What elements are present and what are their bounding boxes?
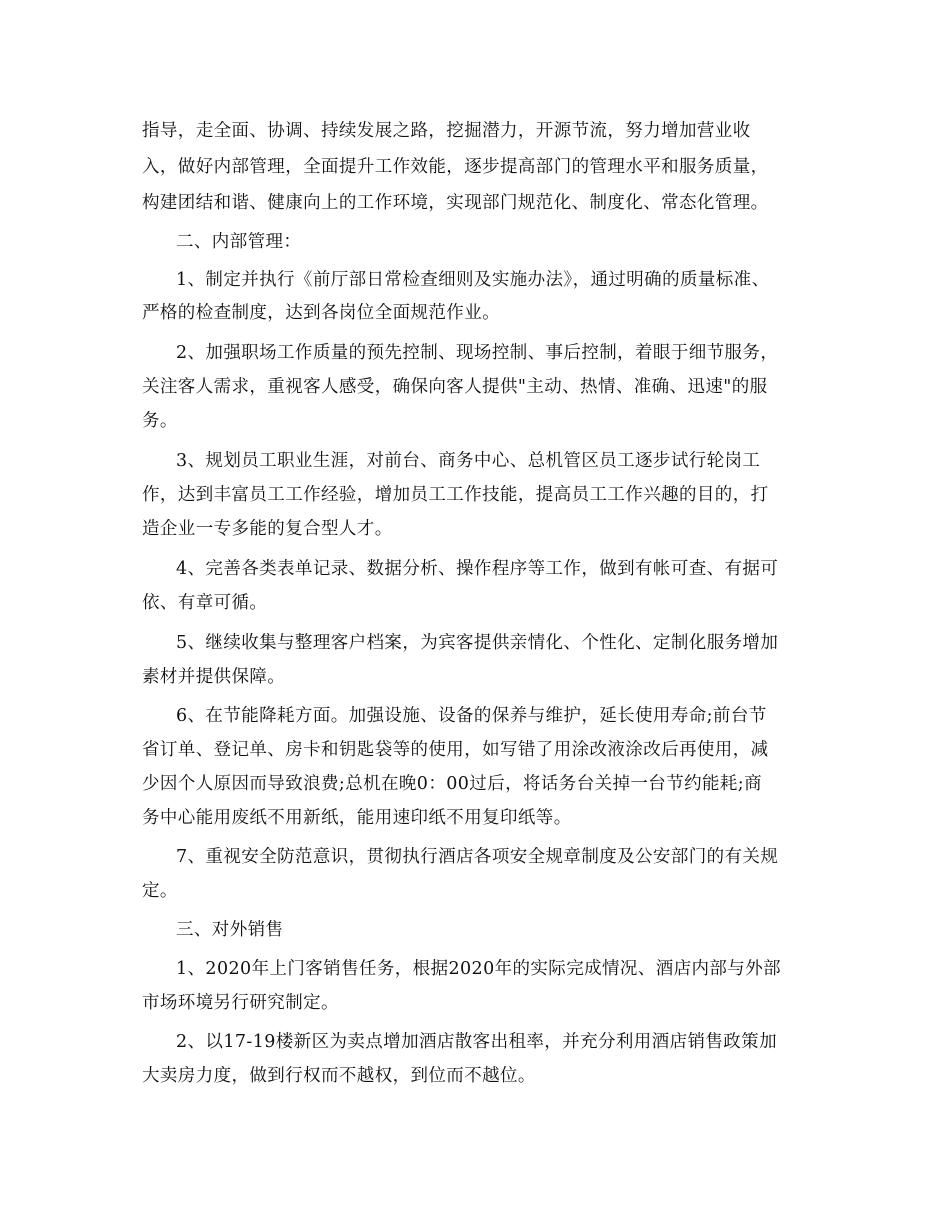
paragraph-line: 素材并提供保障。: [142, 667, 286, 687]
paragraph-line: 造企业一专多能的复合型人才。: [142, 519, 393, 539]
paragraph-line: 6、在节能降耗方面。加强设施、设备的保养与维护，延长使用寿命;前台节: [176, 706, 767, 726]
paragraph-line: 严格的检查制度，达到各岗位全面规范作业。: [142, 303, 500, 323]
paragraph-line: 市场环境另行研究制定。: [142, 993, 339, 1013]
paragraph-line: 7、重视安全防范意识，贯彻执行酒店各项安全规章制度及公安部门的有关规: [176, 847, 779, 867]
paragraph-line: 定。: [142, 881, 178, 901]
paragraph-line: 1、2020年上门客销售任务，根据2020年的实际完成情况、酒店内部与外部: [176, 959, 782, 979]
paragraph-line: 依、有章可循。: [142, 593, 268, 613]
paragraph-line: 3、规划员工职业生涯，对前台、商务中心、总机管区员工逐步试行轮岗工: [176, 451, 761, 471]
paragraph-line: 少因个人原因而导致浪费;总机在晚0：00过后，将话务台关掉一台节约能耗;商: [142, 774, 762, 794]
paragraph-line: 入，做好内部管理，全面提升工作效能，逐步提高部门的管理水平和服务质量，: [142, 157, 769, 177]
paragraph-line: 4、完善各类表单记录、数据分析、操作程序等工作，做到有帐可查、有据可: [176, 559, 779, 579]
paragraph-line: 省订单、登记单、房卡和钥匙袋等的使用，如写错了用涂改液涂改后再使用，减: [142, 740, 769, 760]
paragraph-line: 务中心能用废纸不用新纸，能用速印纸不用复印纸等。: [142, 808, 572, 828]
paragraph-line: 5、继续收集与整理客户档案，为宾客提供亲情化、个性化、定制化服务增加: [176, 633, 779, 653]
paragraph-line: 大卖房力度，做到行权而不越权，到位而不越位。: [142, 1066, 536, 1086]
paragraph-line: 构建团结和谐、健康向上的工作环境，实现部门规范化、制度化、常态化管理。: [142, 193, 769, 213]
paragraph-line: 2、加强职场工作质量的预先控制、现场控制、事后控制，着眼于细节服务，: [176, 343, 779, 363]
section-heading: 三、对外销售: [176, 920, 284, 940]
section-heading: 二、内部管理：: [176, 232, 302, 252]
paragraph-line: 2、以17-19楼新区为卖点增加酒店散客出租率，并充分利用酒店销售政策加: [176, 1032, 777, 1052]
paragraph-line: 关注客人需求，重视客人感受，确保向客人提供"主动、热情、准确、迅速"的服: [142, 377, 768, 397]
paragraph-line: 作，达到丰富员工工作经验，增加员工工作技能，提高员工工作兴趣的目的，打: [142, 485, 769, 505]
paragraph-line: 务。: [142, 411, 178, 431]
paragraph-line: 1、制定并执行《前厅部日常检查细则及实施办法》，通过明确的质量标准、: [176, 270, 770, 290]
paragraph-line: 指导，走全面、协调、持续发展之路，挖掘潜力，开源节流，努力增加营业收: [142, 121, 751, 141]
